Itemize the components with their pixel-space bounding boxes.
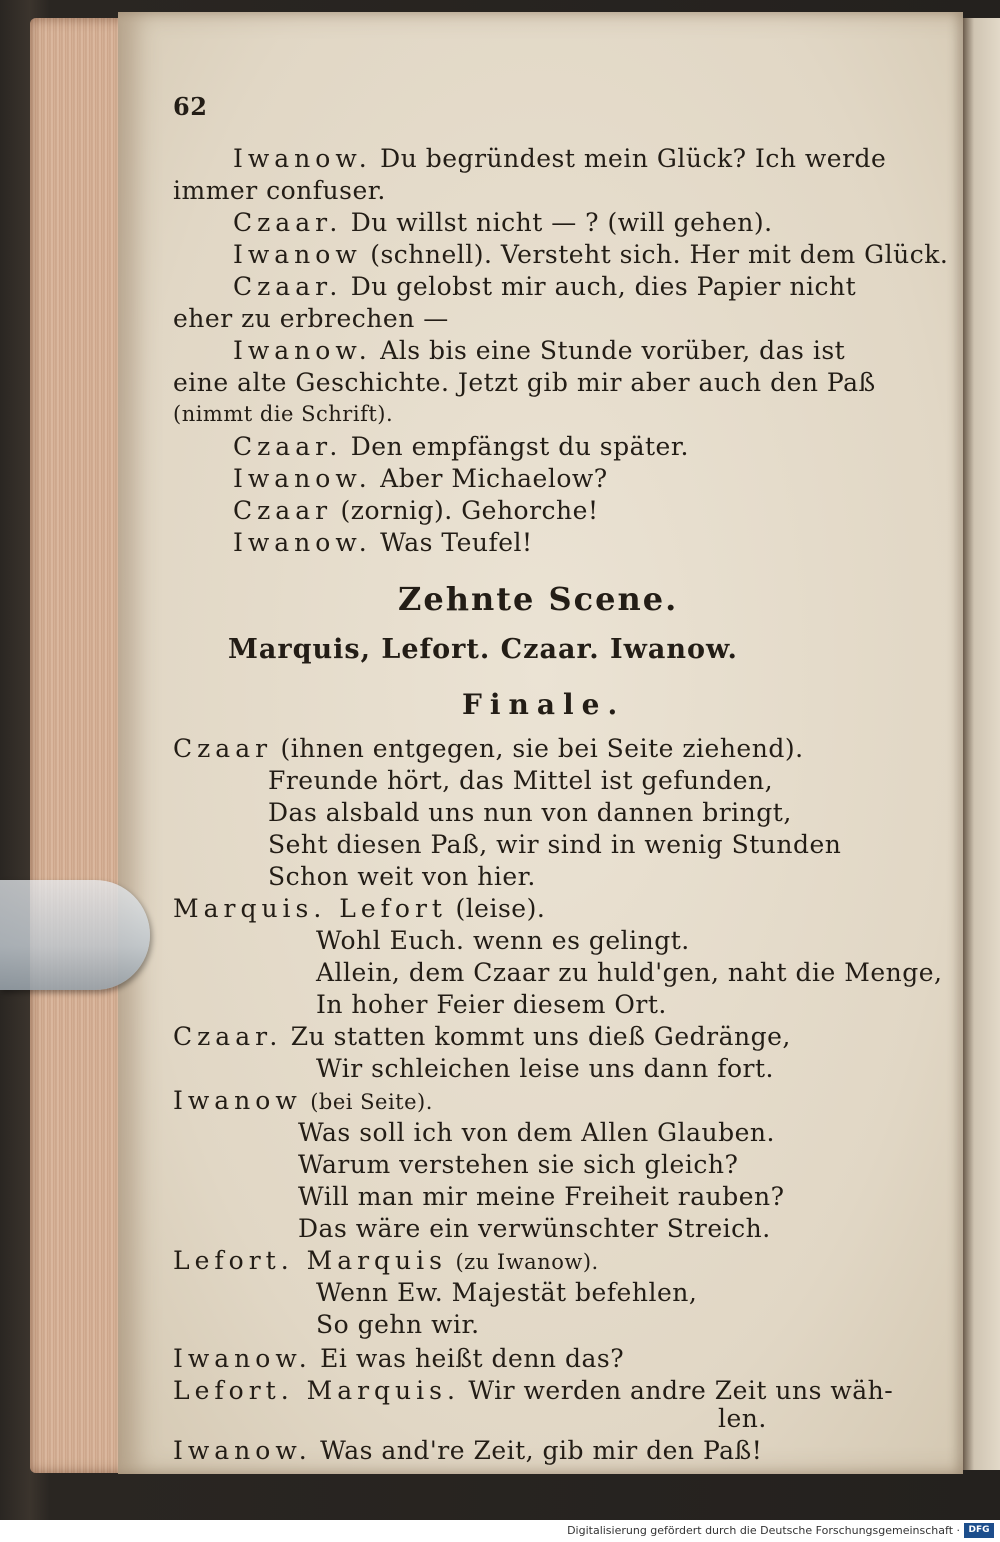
verse-line: So gehn wir. — [316, 1310, 480, 1339]
dialogue-line — [233, 144, 886, 173]
footer-bar — [0, 1520, 1000, 1542]
line-text: (nimmt die Schrift). — [173, 402, 394, 426]
dialogue-line — [173, 402, 393, 426]
verse-line: Warum verstehen sie sich gleich? — [298, 1150, 739, 1179]
line-text: Den empfängst du später. — [350, 432, 689, 461]
line-text: Als bis eine Stunde vorüber, das ist — [380, 336, 846, 365]
dialogue-line — [233, 432, 689, 461]
speaker: Iwanow. — [233, 336, 372, 365]
line-text: Du willst nicht — ? (will gehen). — [350, 208, 773, 237]
page-number: 62 — [173, 92, 208, 121]
speaker: Czaar. — [233, 432, 343, 461]
dialogue-line — [173, 176, 386, 205]
speaker: Czaar — [233, 496, 333, 525]
verse-line — [173, 1022, 791, 1051]
verse-line — [173, 1246, 599, 1275]
dialogue-line — [233, 336, 845, 365]
scene-persons: Marquis, Lefort. Czaar. Iwanow. — [228, 634, 738, 665]
verse-line: Seht diesen Paß, wir sind in wenig Stunden — [268, 830, 842, 859]
line-text: (zu Iwanow). — [455, 1250, 599, 1274]
verse-line: Schon weit von hier. — [268, 862, 536, 891]
dialogue-line — [233, 528, 533, 557]
line-text: (zornig). Gehorche! — [340, 496, 599, 525]
line-text: Wir werden andre Zeit uns wäh- — [468, 1376, 894, 1405]
line-text: Du gelobst mir auch, dies Papier nicht — [350, 272, 857, 301]
line-text: (leise). — [455, 894, 546, 923]
verse-line — [173, 1086, 433, 1115]
finale-title: Finale. — [462, 688, 626, 721]
line-text: Ei was heißt denn das? — [320, 1344, 625, 1373]
verse-line: Wenn Ew. Majestät befehlen, — [316, 1278, 698, 1307]
dfg-logo-icon: DFG — [964, 1523, 994, 1538]
speaker: Marquis. Lefort — [173, 894, 447, 923]
verse-line: Das wäre ein verwünschter Streich. — [298, 1214, 771, 1243]
verse-line: Wir schleichen leise uns dann fort. — [316, 1054, 774, 1083]
line-text: eine alte Geschichte. Jetzt gib mir aber auch den Paß — [173, 368, 876, 397]
digitization-credit: Digitalisierung gefördert durch die Deutsche Forschungsgemeinschaft · — [567, 1524, 960, 1537]
dialogue-line — [233, 272, 856, 301]
verse-line: Wohl Euch. wenn es gelingt. — [316, 926, 690, 955]
verse-line — [173, 1376, 893, 1405]
speaker: Lefort. Marquis. — [173, 1376, 460, 1405]
line-text: Was Teufel! — [380, 528, 533, 557]
dialogue-line — [233, 464, 608, 493]
verse-line: Will man mir meine Freiheit rauben? — [298, 1182, 785, 1211]
verse-line — [173, 734, 804, 763]
verse-line: Freunde hört, das Mittel ist gefunden, — [268, 766, 774, 795]
verse-line — [173, 1344, 624, 1373]
line-text: Aber Michaelow? — [380, 464, 608, 493]
speaker: Czaar. — [173, 1022, 283, 1051]
speaker: Czaar — [173, 734, 273, 763]
verse-line: Das alsbald uns nun von dannen bringt, — [268, 798, 792, 827]
verse-line — [173, 894, 545, 923]
line-text: (bei Seite). — [310, 1090, 433, 1114]
speaker: Iwanow. — [233, 464, 372, 493]
speaker: Czaar. — [233, 208, 343, 237]
dialogue-line — [233, 240, 948, 269]
speaker: Iwanow. — [173, 1436, 312, 1465]
line-text: (ihnen entgegen, sie bei Seite ziehend). — [280, 734, 804, 763]
dialogue-line — [173, 304, 449, 333]
speaker: Iwanow. — [233, 528, 372, 557]
line-text: Was and're Zeit, gib mir den Paß! — [320, 1436, 763, 1465]
speaker: Iwanow — [173, 1086, 302, 1115]
line-text: Zu statten kommt uns dieß Gedränge, — [290, 1022, 791, 1051]
speaker: Lefort. Marquis — [173, 1246, 447, 1275]
verse-line: Was soll ich von dem Allen Glauben. — [298, 1118, 775, 1147]
speaker: Czaar. — [233, 272, 343, 301]
speaker: Iwanow. — [173, 1344, 312, 1373]
dialogue-line — [173, 368, 876, 397]
thumb-holder — [0, 880, 150, 990]
line-text: (schnell). Versteht sich. Her mit dem Glück. — [370, 240, 949, 269]
verse-line: len. — [718, 1404, 767, 1433]
speaker: Iwanow. — [233, 144, 372, 173]
verse-line: In hoher Feier diesem Ort. — [316, 990, 667, 1019]
line-text: immer confuser. — [173, 176, 386, 205]
dialogue-line — [233, 496, 599, 525]
dialogue-line — [233, 208, 773, 237]
speaker: Iwanow — [233, 240, 362, 269]
line-text: Du begründest mein Glück? Ich werde — [380, 144, 887, 173]
scene-title: Zehnte Scene. — [398, 580, 679, 618]
verse-line — [173, 1436, 762, 1465]
verse-line: Allein, dem Czaar zu huld'gen, naht die Menge, — [316, 958, 943, 987]
line-text: eher zu erbrechen — — [173, 304, 449, 333]
